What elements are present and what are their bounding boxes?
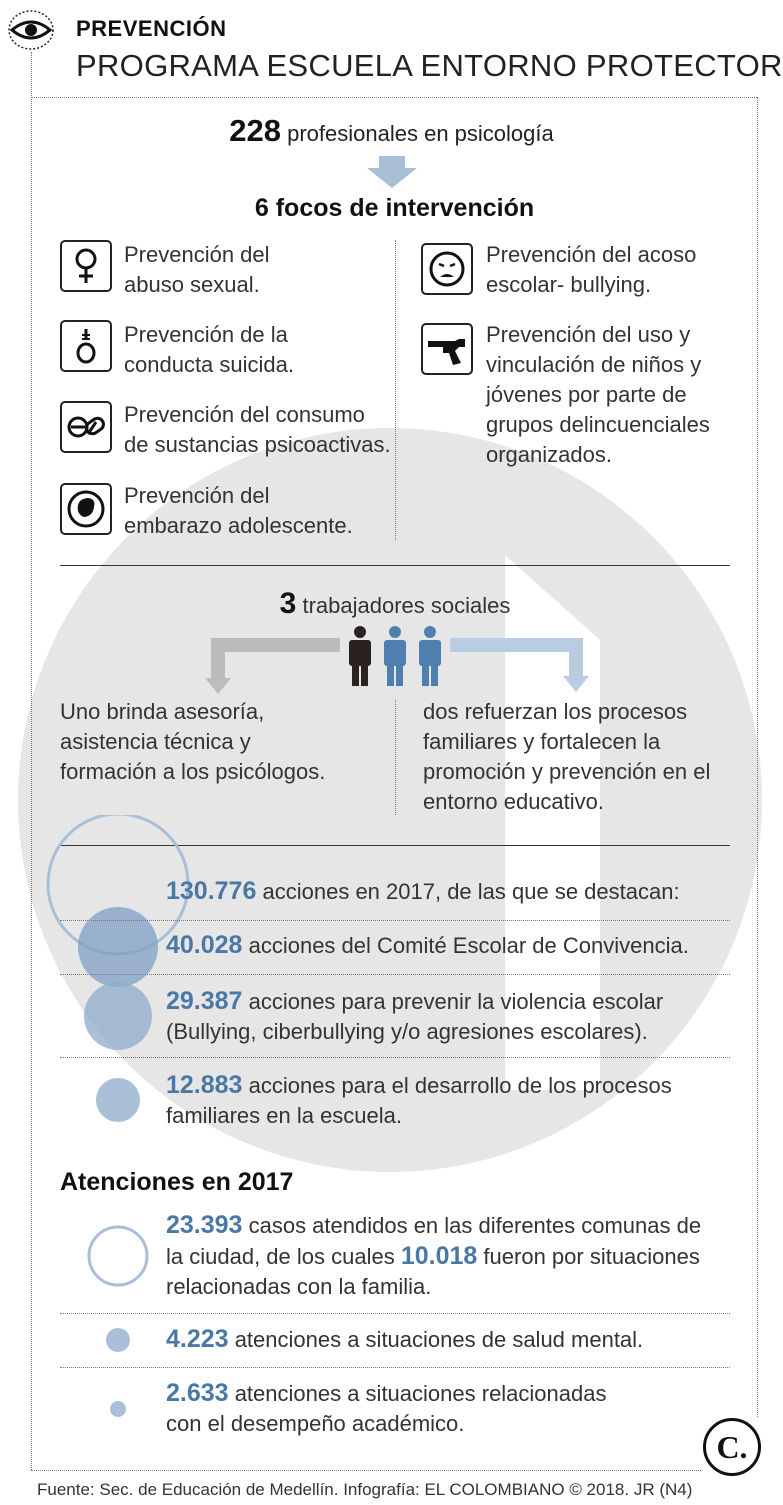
atenciones-title: Atenciones en 2017	[60, 1168, 294, 1196]
logo-letter: C.	[716, 1428, 748, 1465]
frame-top-line	[31, 97, 757, 98]
row-divider	[60, 1057, 730, 1058]
psychologists-line	[0, 113, 783, 149]
atenciones-row-3-text: atenciones a situaciones relacionadas con el desempeño académico.	[166, 1381, 607, 1436]
revolver-icon	[421, 323, 473, 375]
foco-text-5: Prevención del acoso escolar- bullying.	[486, 242, 697, 297]
row-divider	[60, 1313, 730, 1314]
section-label: PREVENCIÓN	[76, 16, 227, 41]
actions-row-1	[166, 930, 746, 961]
frame-left-line	[31, 52, 32, 1470]
atenciones-bubbles	[80, 1220, 160, 1430]
female-symbol-icon	[60, 240, 112, 292]
pills-icon	[60, 401, 112, 453]
actions-total-row	[166, 876, 746, 907]
row-divider	[60, 920, 730, 921]
atenciones-row-2-value: 4.223	[166, 1325, 229, 1353]
actions-row-1-text: acciones del Comité Escolar de Convivencia.	[248, 933, 689, 958]
frame-right-line	[757, 97, 758, 1417]
atenciones-row-2	[166, 1324, 726, 1355]
atenciones-row-1-text-a: casos atendidos en las diferentes comunas de la ciudad, de los cuales	[166, 1213, 702, 1269]
atenciones-row-1-text-b: fueron por situaciones relacionadas con la familia.	[166, 1244, 700, 1299]
actions-row-2-text: acciones para prevenir la violencia escolar (Bullying, ciberbullying y/o agresiones escolares).	[166, 989, 664, 1044]
atenciones-row-3	[166, 1378, 646, 1439]
actions-row-2-value: 29.387	[166, 987, 243, 1015]
psychologists-count: 228	[229, 113, 281, 148]
foco-text-6: Prevención del uso y vinculación de niños y jóvenes por parte de grupos delincuenciales organizados.	[486, 322, 710, 467]
actions-row-2	[166, 986, 706, 1047]
eye-icon	[6, 10, 56, 50]
social-right-text: dos refuerzan los procesos familiares y fortalecen la promoción y prevención en el entorno educativo.	[423, 699, 711, 814]
social-left-text: Uno brinda asesoría, asistencia técnica y formación a los psicólogos.	[60, 699, 326, 784]
social-workers-diagram	[200, 620, 600, 700]
social-divider	[395, 700, 396, 815]
atenciones-row-3-value: 2.633	[166, 1379, 229, 1407]
section-separator-1	[60, 565, 730, 566]
foco-text-1: Prevención del abuso sexual.	[124, 242, 270, 297]
social-workers-count: 3	[279, 587, 297, 620]
actions-row-3-value: 12.883	[166, 1071, 243, 1099]
down-arrow-icon	[367, 156, 417, 188]
actions-total-value: 130.776	[166, 877, 257, 905]
actions-row-1-value: 40.028	[166, 931, 243, 959]
page-title: PROGRAMA ESCUELA ENTORNO PROTECTOR	[76, 48, 783, 83]
actions-total-text: acciones en 2017, de las que se destacan:	[262, 879, 680, 904]
row-divider	[60, 1367, 730, 1368]
atenciones-row-2-text: atenciones a situaciones de salud mental.	[234, 1327, 644, 1352]
foco-text-4: Prevención del embarazo adolescente.	[124, 483, 353, 538]
fetus-icon	[60, 483, 112, 535]
source-footer: Fuente: Sec. de Educación de Medellín. Infografía: EL COLOMBIANO © 2018. JR (N4)	[37, 1480, 693, 1499]
hanging-noose-icon	[60, 320, 112, 372]
row-divider	[60, 974, 730, 975]
psychologists-label: profesionales en psicología	[287, 121, 554, 146]
atenciones-row-1-value: 23.393	[166, 1211, 243, 1239]
focos-divider	[395, 240, 396, 540]
actions-row-3	[166, 1070, 706, 1131]
focos-title: 6 focos de intervención	[254, 194, 535, 222]
atenciones-row-1-value2: 10.018	[400, 1242, 478, 1270]
actions-row-3-text: acciones para el desarrollo de los procesos familiares en la escuela.	[166, 1073, 672, 1128]
crying-face-icon	[421, 243, 473, 295]
atenciones-row-1	[166, 1210, 706, 1302]
foco-text-3: Prevención del consumo de sustancias psicoactivas.	[124, 402, 391, 457]
foco-text-2: Prevención de la conducta suicida.	[124, 322, 294, 377]
social-workers-line	[0, 587, 783, 621]
social-workers-label: trabajadores sociales	[302, 593, 511, 618]
person-icon	[349, 626, 371, 686]
frame-bottom-line	[31, 1470, 701, 1471]
el-colombiano-logo	[703, 1418, 761, 1476]
